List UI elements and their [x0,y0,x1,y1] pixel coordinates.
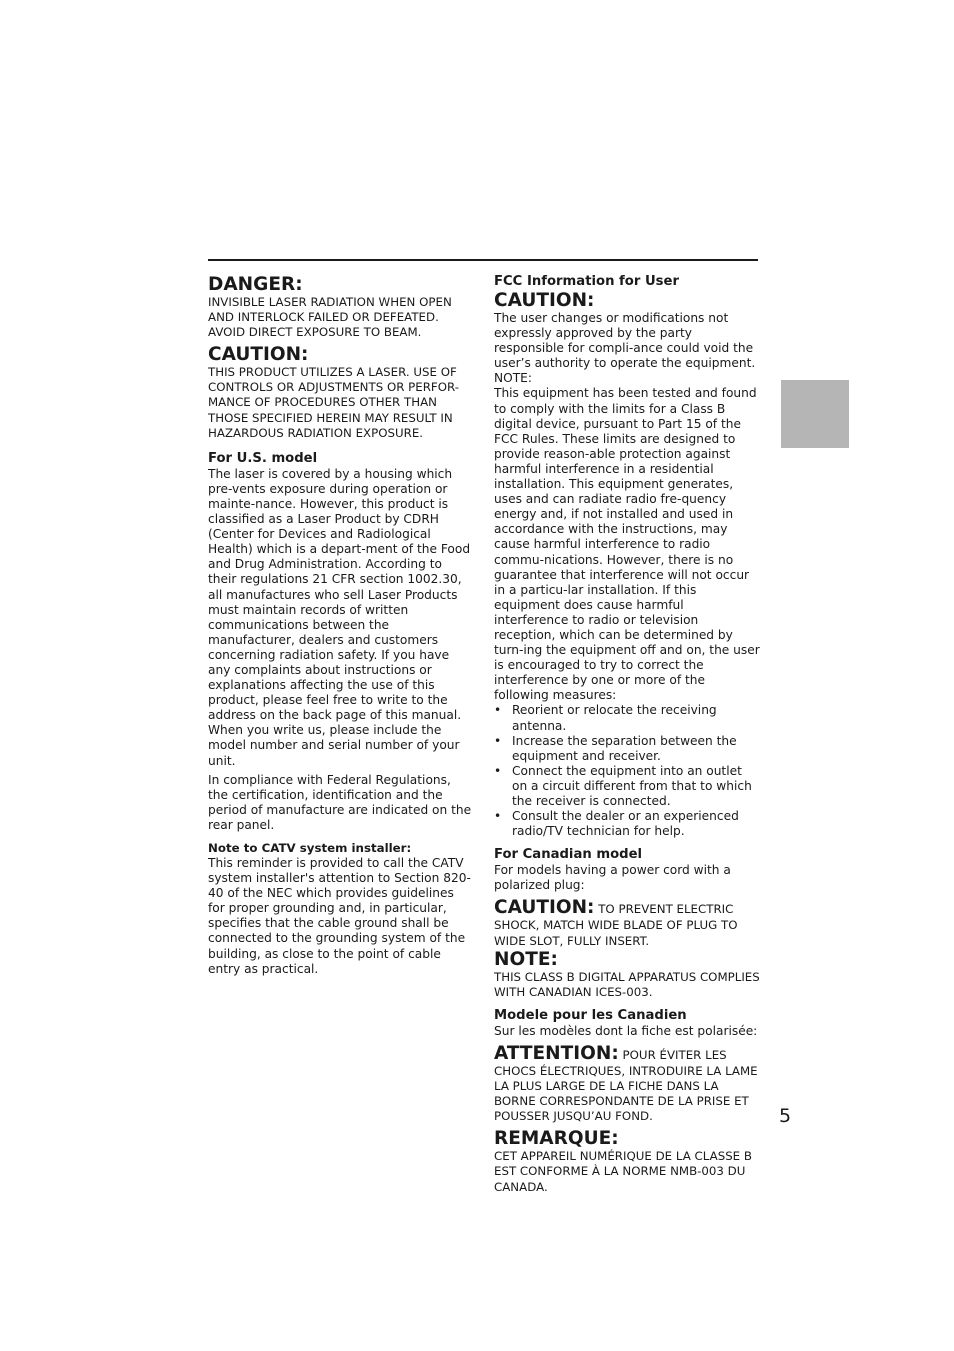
section-tab [781,380,849,448]
measures-list [494,703,760,839]
catv-heading: Note to CATV system installer: [208,841,412,855]
fcc-note-label: NOTE: [494,371,532,386]
canadian-caution-text: TO PREVENT ELECTRIC SHOCK, MATCH WIDE BLADE OF PLUG TO WIDE SLOT, FULLY INSERT. [494,902,738,948]
list-item: • Consult the dealer or an experienced radio/TV technician for help. [494,809,760,839]
right-column [494,274,760,1195]
fcc-caution-text: The user changes or modifications not expressly approved by the party responsible for compli-ance could void the user’s authority to operate the equipment. [494,311,756,371]
compliance-text: In compliance with Federal Regulations, the certification, identification and the period of manufacture are indicated on the rear panel. [208,772,472,832]
attention-block [494,1043,760,1124]
canadian-caution [494,897,760,948]
fcc-heading: FCC Information for User [494,274,679,289]
page-number: 5 [779,1105,792,1127]
attention-text: POUR ÉVITER LES CHOCS ÉLECTRIQUES, INTRODUIRE LA LAME LA PLUS LARGE DE LA FICHE DANS LA BORNE CORRESPONDANTE DE LA PRISE ET POUSSER JUSQU’AU FOND. [494,1047,758,1124]
list-item: • Increase the separation between the equipment and receiver. [494,734,760,764]
remarque-text: CET APPAREIL NUMÉRIQUE DE LA CLASSE B EST CONFORME À LA NORME NMB-003 DU CANADA. [494,1149,752,1194]
attention-heading: ATTENTION: [494,1042,619,1064]
top-rule [208,259,758,261]
canadian-heading: For Canadian model [494,847,643,863]
fcc-caution-heading: CAUTION: [494,290,595,311]
us-model-text: The laser is covered by a housing which pre-vents exposure during operation or mainte-nance. However, this product is classified as a Laser Product by CDRH (Center for Devices and Radiological Health) which is a depart-ment of the Food and Drug Administration. According to their regulations 21 CFR section 1002.30, all manufactures who sell Laser Products must maintain records of written communications between the manufacturer, dealers and customers concerning radiation safety. If you have any complaints about instructions or explanations affecting the use of this product, please feel free to write to the address on the back page of this manual. When you write us, please include the model number and serial number of your unit. [208,466,471,768]
canadian-note-heading: NOTE: [494,948,558,970]
us-model-heading: For U.S. model [208,450,318,466]
caution-text: THIS PRODUCT UTILIZES A LASER. USE OF CONTROLS OR ADJUSTMENTS OR PERFOR-MANCE OF PROCEDURES OTHER THAN THOSE SPECIFIED HEREIN MAY RESULT IN HAZARDOUS RADIATION EXPOSURE. [208,365,459,440]
modele-text: Sur les modèles dont la fiche est polarisée: [494,1023,758,1038]
caution-heading: CAUTION: [208,344,309,366]
danger-text: INVISIBLE LASER RADIATION WHEN OPEN AND INTERLOCK FAILED OR DEFEATED. AVOID DIRECT EXPOSURE TO BEAM. [208,295,452,340]
catv-text: This reminder is provided to call the CATV system installer's attention to Section 820-40 of the NEC which provides guidelines for proper grounding and, in particular, specifies that the cable ground shall be connected to the grounding system of the building, as close to the point of cable entry as practical. [208,856,471,976]
list-item: • Connect the equipment into an outlet on a circuit different from that to which the receiver is connected. [494,764,760,809]
fcc-note-text: This equipment has been tested and found to comply with the limits for a Class B digital device, pursuant to Part 15 of the FCC Rules. These limits are designed to provide reason-able protection against harmful interference in a residential installation. This equipment generates, uses and can radiate radio fre-quency energy and, if not installed and used in accordance with the instructions, may cause harmful interference to radio commu-nications. However, there is no guarantee that interference will not occur in a particu-lar installation. If this equipment does cause harmful interference to radio or television reception, which can be determined by turn-ing the equipment off and on, the user is encouraged to try to correct the interference by one or more of the following measures: [494,386,760,703]
danger-heading: DANGER: [208,274,303,295]
remarque-heading: REMARQUE: [494,1128,619,1150]
canadian-caution-heading: CAUTION: [494,897,595,919]
modele-heading: Modele pour les Canadien [494,1007,687,1023]
left-column [208,274,472,977]
canadian-text: For models having a power cord with a polarized plug: [494,863,731,893]
list-item: • Reorient or relocate the receiving antenna. [494,703,760,733]
canadian-note-text: THIS CLASS B DIGITAL APPARATUS COMPLIES WITH CANADIAN ICES-003. [494,969,760,999]
